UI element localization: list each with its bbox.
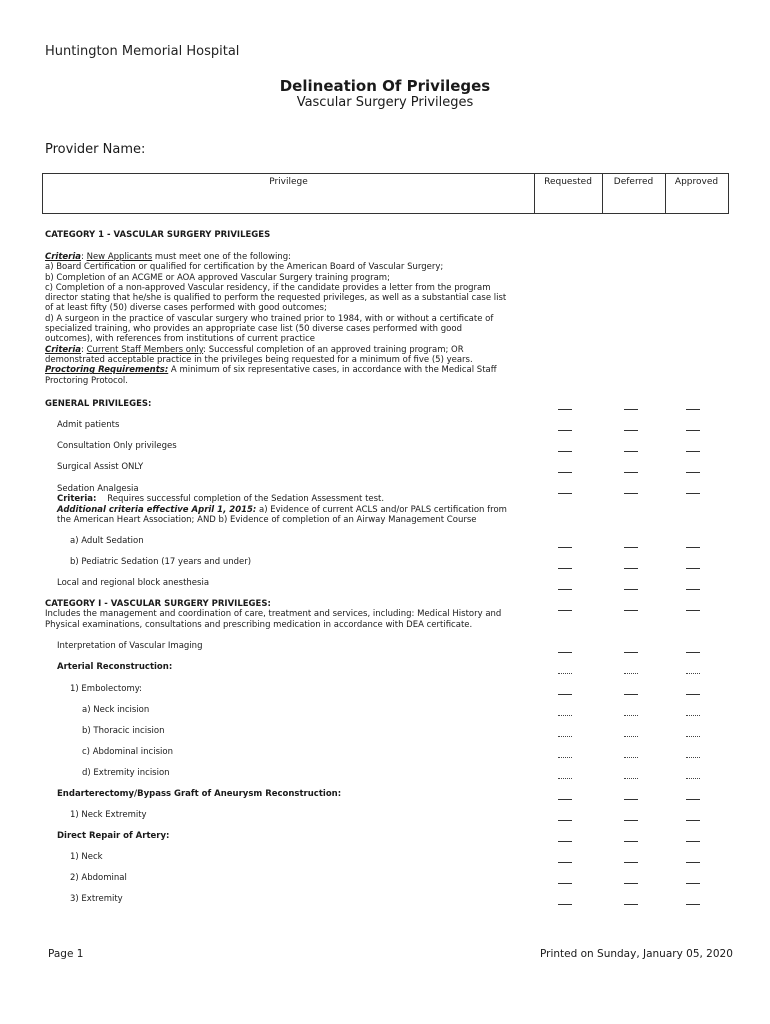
deferred-blank-line[interactable] bbox=[624, 715, 638, 716]
approved-blank-line[interactable] bbox=[686, 799, 700, 800]
privilege-neck-incision: a) Neck incision bbox=[82, 705, 150, 715]
category-i-block: CATEGORY I - VASCULAR SURGERY PRIVILEGES: Includes the management and coordination of care, treatment and services, including: Medical History and Physical examinations, consultations and prescribing medication in accordance with DEA certificate. bbox=[45, 599, 502, 630]
privilege-admit-patients: Admit patients bbox=[57, 420, 120, 430]
privilege-neck-extremity: 1) Neck Extremity bbox=[70, 810, 147, 820]
privilege-abdominal: 2) Abdominal bbox=[70, 873, 127, 883]
privilege-thoracic-incision: b) Thoracic incision bbox=[82, 726, 165, 736]
privilege-consultation-only: Consultation Only privileges bbox=[57, 441, 177, 451]
requested-blank-line[interactable] bbox=[558, 673, 572, 674]
provider-name-label: Provider Name: bbox=[45, 142, 146, 157]
deferred-blank-line[interactable] bbox=[624, 736, 638, 737]
deferred-blank-line[interactable] bbox=[624, 694, 638, 695]
approved-blank-line[interactable] bbox=[686, 589, 700, 590]
printed-date: Printed on Sunday, January 05, 2020 bbox=[540, 948, 733, 960]
criteria-line: d) A surgeon in the practice of vascular surgery who trained prior to 1984, with or without a certificate of bbox=[45, 313, 494, 324]
criteria-line: Proctoring Protocol. bbox=[45, 375, 128, 386]
privilege-block-anesthesia: Local and regional block anesthesia bbox=[57, 578, 210, 588]
criteria-label-2: Criteria bbox=[45, 344, 82, 355]
approved-blank-line[interactable] bbox=[686, 652, 700, 653]
requested-column-header: Requested bbox=[544, 177, 592, 187]
requested-blank-line[interactable] bbox=[558, 757, 572, 758]
approved-blank-line[interactable] bbox=[686, 493, 700, 494]
deferred-blank-line[interactable] bbox=[624, 589, 638, 590]
privilege-extremity: 3) Extremity bbox=[70, 894, 123, 904]
criteria-line: director stating that he/she is qualified to perform the requested privileges, as well as a substantial case list bbox=[45, 293, 507, 304]
deferred-blank-line[interactable] bbox=[624, 610, 638, 611]
criteria-line: c) Completion of a non-approved Vascular residency, if the candidate provides a letter from the program bbox=[45, 282, 491, 293]
approved-blank-line[interactable] bbox=[686, 757, 700, 758]
deferred-blank-line[interactable] bbox=[624, 430, 638, 431]
category-1-heading: CATEGORY 1 - VASCULAR SURGERY PRIVILEGES bbox=[45, 230, 271, 240]
requested-blank-line[interactable] bbox=[558, 589, 572, 590]
deferred-column-header: Deferred bbox=[613, 177, 654, 187]
requested-blank-line[interactable] bbox=[558, 904, 572, 905]
requested-blank-line[interactable] bbox=[558, 568, 572, 569]
requested-blank-line[interactable] bbox=[558, 430, 572, 431]
approved-blank-line[interactable] bbox=[686, 694, 700, 695]
deferred-blank-line[interactable] bbox=[624, 652, 638, 653]
general-privileges-heading: GENERAL PRIVILEGES: bbox=[45, 399, 152, 409]
requested-blank-line[interactable] bbox=[558, 715, 572, 716]
deferred-blank-line[interactable] bbox=[624, 547, 638, 548]
criteria-line: of at least fifty (50) diverse cases performed with good outcomes; bbox=[45, 303, 327, 314]
approved-blank-line[interactable] bbox=[686, 778, 700, 779]
requested-blank-line[interactable] bbox=[558, 472, 572, 473]
proctoring-label: Proctoring Requirements: bbox=[45, 365, 169, 376]
privilege-column-header: Privilege bbox=[269, 177, 308, 187]
requested-blank-line[interactable] bbox=[558, 493, 572, 494]
current-staff-label: Current Staff Members only bbox=[86, 344, 204, 355]
deferred-blank-line[interactable] bbox=[624, 472, 638, 473]
approved-blank-line[interactable] bbox=[686, 409, 700, 410]
hospital-name: Huntington Memorial Hospital bbox=[45, 44, 240, 59]
deferred-blank-line[interactable] bbox=[624, 799, 638, 800]
approved-blank-line[interactable] bbox=[686, 547, 700, 548]
requested-blank-line[interactable] bbox=[558, 841, 572, 842]
privilege-pediatric-sedation: b) Pediatric Sedation (17 years and under) bbox=[70, 557, 252, 567]
criteria-block: Criteria: New Applicants must meet one of the following: a) Board Certification or qualified for certification by the American Board of Vascular Surgery; b) Completion of an ACGME or AOA approved Vascular Surgery training program; c) Completion of a non-approved Vascular residency, if the candidate provides a letter from the program director stating that he/she is qualified to perform the requested privileges, as well as a substantial case list of at least fifty (50) diverse cases performed with good outcomes; d) A surgeon in the practice of vascular surgery who trained prior to 1984, with or without a certificate of specialized training, who provides an appropriate case list (50 diverse cases performed with good outcomes), with references from institutions of current practice Criteria: Current Staff Members only: Successful completion of an approved training program; OR demonstrated acceptable practice in the privileges being requested for a minimum of five (5) years. Proctoring Requirements: A minimum of six representative cases, in accordance with the Medical Staff Proctoring Protocol. bbox=[45, 252, 545, 386]
new-applicants-label: New Applicants bbox=[86, 252, 153, 262]
section-endarterectomy: Endarterectomy/Bypass Graft of Aneurysm Reconstruction: bbox=[57, 789, 342, 799]
page-number: Page 1 bbox=[48, 948, 84, 960]
criteria-line: specialized training, who provides an appropriate case list (50 diverse cases performed with good bbox=[45, 324, 462, 335]
approved-blank-line[interactable] bbox=[686, 736, 700, 737]
deferred-blank-line[interactable] bbox=[624, 493, 638, 494]
requested-blank-line[interactable] bbox=[558, 451, 572, 452]
criteria-line: outcomes), with references from institutions of current practice bbox=[45, 334, 316, 345]
requested-blank-line[interactable] bbox=[558, 652, 572, 653]
privilege-vascular-imaging: Interpretation of Vascular Imaging bbox=[57, 641, 203, 651]
requested-blank-line[interactable] bbox=[558, 799, 572, 800]
privilege-abdominal-incision: c) Abdominal incision bbox=[82, 747, 173, 757]
requested-blank-line[interactable] bbox=[558, 409, 572, 410]
requested-blank-line[interactable] bbox=[558, 547, 572, 548]
deferred-blank-line[interactable] bbox=[624, 568, 638, 569]
approved-blank-line[interactable] bbox=[686, 841, 700, 842]
document-subtitle: Vascular Surgery Privileges bbox=[296, 95, 474, 110]
privilege-surgical-assist: Surgical Assist ONLY bbox=[57, 462, 144, 472]
approved-blank-line[interactable] bbox=[686, 673, 700, 674]
deferred-blank-line[interactable] bbox=[624, 820, 638, 821]
approved-blank-line[interactable] bbox=[686, 904, 700, 905]
deferred-blank-line[interactable] bbox=[624, 409, 638, 410]
section-direct-repair: Direct Repair of Artery: bbox=[57, 831, 170, 841]
deferred-blank-line[interactable] bbox=[624, 757, 638, 758]
approved-blank-line[interactable] bbox=[686, 472, 700, 473]
criteria-line: a) Board Certification or qualified for certification by the American Board of Vascular Surgery; bbox=[45, 262, 444, 273]
privilege-extremity-incision: d) Extremity incision bbox=[82, 768, 170, 778]
deferred-blank-line[interactable] bbox=[624, 673, 638, 674]
privilege-neck: 1) Neck bbox=[70, 852, 103, 862]
requested-blank-line[interactable] bbox=[558, 820, 572, 821]
requested-blank-line[interactable] bbox=[558, 736, 572, 737]
privilege-embolectomy: 1) Embolectomy: bbox=[70, 684, 143, 694]
approved-blank-line[interactable] bbox=[686, 610, 700, 611]
section-arterial-reconstruction: Arterial Reconstruction: bbox=[57, 662, 173, 672]
deferred-blank-line[interactable] bbox=[624, 778, 638, 779]
approved-blank-line[interactable] bbox=[686, 715, 700, 716]
approved-blank-line[interactable] bbox=[686, 430, 700, 431]
deferred-blank-line[interactable] bbox=[624, 883, 638, 884]
requested-blank-line[interactable] bbox=[558, 778, 572, 779]
approved-blank-line[interactable] bbox=[686, 568, 700, 569]
requested-blank-line[interactable] bbox=[558, 883, 572, 884]
deferred-blank-line[interactable] bbox=[624, 841, 638, 842]
approved-column-header: Approved bbox=[674, 177, 719, 187]
privilege-header-table bbox=[42, 173, 729, 214]
requested-blank-line[interactable] bbox=[558, 694, 572, 695]
document-title: Delineation Of Privileges bbox=[279, 77, 491, 95]
deferred-blank-line[interactable] bbox=[624, 904, 638, 905]
privilege-sedation-analgesia: Sedation Analgesia Criteria: Requires successful completion of the Sedation Assessment test. Additional criteria effective April 1, 2015: a) Evidence of current ACLS and/or PALS certification from the American Heart Association; AND b) Evidence of completion of an Airway Management Course bbox=[57, 484, 507, 525]
approved-blank-line[interactable] bbox=[686, 883, 700, 884]
approved-blank-line[interactable] bbox=[686, 820, 700, 821]
requested-blank-line[interactable] bbox=[558, 610, 572, 611]
criteria-line: demonstrated acceptable practice in the privileges being requested for a minimum of five (5) years. bbox=[45, 354, 473, 365]
requested-blank-line[interactable] bbox=[558, 862, 572, 863]
criteria-label: Criteria bbox=[45, 252, 82, 262]
privilege-adult-sedation: a) Adult Sedation bbox=[70, 536, 144, 546]
deferred-blank-line[interactable] bbox=[624, 862, 638, 863]
approved-blank-line[interactable] bbox=[686, 451, 700, 452]
deferred-blank-line[interactable] bbox=[624, 451, 638, 452]
approved-blank-line[interactable] bbox=[686, 862, 700, 863]
criteria-line: b) Completion of an ACGME or AOA approved Vascular Surgery training program; bbox=[45, 272, 390, 283]
